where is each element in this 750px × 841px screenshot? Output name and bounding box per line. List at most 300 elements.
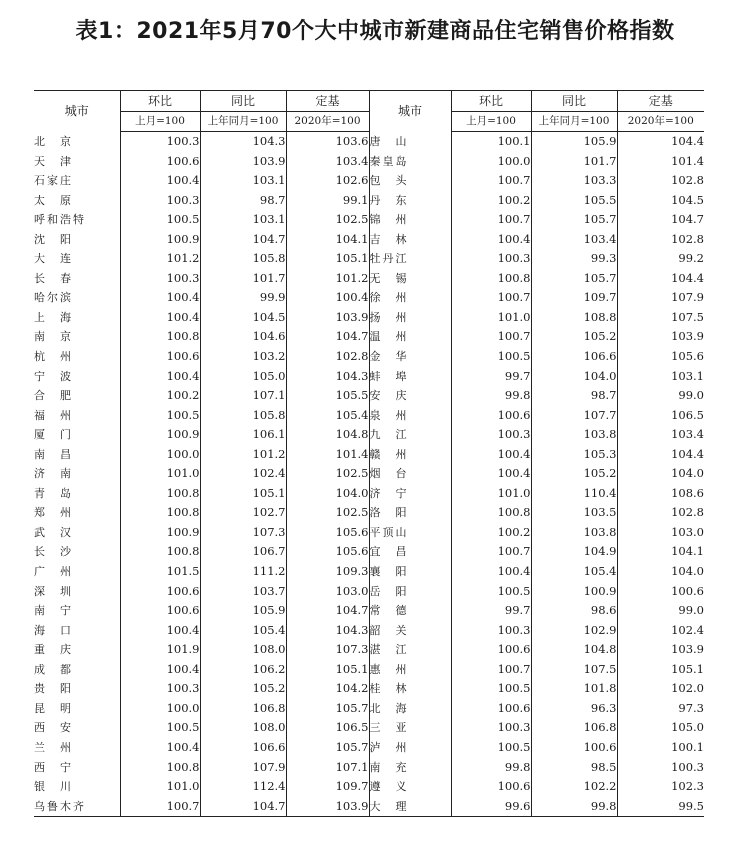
yoy-cell: 103.9: [200, 152, 286, 172]
city-cell: 石家庄: [34, 174, 73, 188]
city-cell: 哈尔滨: [34, 291, 73, 305]
yoy-cell: 110.4: [531, 484, 617, 504]
city-cell: 泉 州: [369, 406, 451, 426]
table-row: [34, 308, 704, 328]
city-cell: 广 州: [34, 565, 73, 579]
base-cell: 104.0: [617, 464, 704, 484]
city-cell: 北 京: [34, 134, 73, 148]
base-cell: 102.5: [286, 503, 369, 523]
yoy-cell: 107.9: [200, 758, 286, 778]
base-cell: 105.7: [286, 738, 369, 758]
mom-cell: 101.5: [120, 562, 200, 582]
yoy-cell: 106.1: [200, 425, 286, 445]
yoy-cell: 106.8: [531, 718, 617, 738]
city-cell: 青 岛: [34, 486, 73, 500]
mom-cell: 100.5: [120, 210, 200, 230]
city-cell: 襄 阳: [369, 562, 451, 582]
table-row: [34, 406, 704, 426]
base-cell: 103.9: [286, 308, 369, 328]
city-cell: 海 口: [34, 623, 73, 637]
mom-cell: 100.9: [120, 230, 200, 250]
mom-cell: 100.7: [451, 542, 531, 562]
mom-cell: 100.0: [120, 445, 200, 465]
base-cell: 105.6: [286, 542, 369, 562]
mom-cell: 100.8: [120, 542, 200, 562]
mom-cell: 100.7: [451, 288, 531, 308]
city-cell: 南 京: [34, 330, 73, 344]
city-cell: 南 昌: [34, 447, 73, 461]
city-cell: 乌鲁木齐: [34, 797, 120, 817]
table-row: [34, 152, 704, 172]
base-cell: 105.1: [286, 249, 369, 269]
table-row: [34, 230, 704, 250]
header-row-top: [34, 91, 704, 112]
yoy-cell: 99.8: [531, 797, 617, 817]
base-cell: 103.0: [617, 523, 704, 543]
table-row: [34, 777, 704, 797]
base-cell: 100.3: [617, 758, 704, 778]
mom-cell: 100.4: [120, 308, 200, 328]
city-header: 城市: [369, 91, 451, 132]
mom-cell: 100.6: [120, 601, 200, 621]
base-cell: 104.8: [286, 425, 369, 445]
mom-cell: 100.8: [451, 269, 531, 289]
base-cell: 102.8: [617, 230, 704, 250]
base-cell: 103.1: [617, 367, 704, 387]
mom-cell: 100.0: [120, 699, 200, 719]
mom-cell: 100.3: [451, 249, 531, 269]
mom-cell: 100.7: [120, 797, 200, 817]
yoy-cell: 104.8: [531, 640, 617, 660]
base-cell: 103.9: [286, 797, 369, 817]
mom-cell: 100.3: [451, 621, 531, 641]
yoy-cell: 104.7: [200, 797, 286, 817]
city-cell: 西 安: [34, 721, 73, 735]
yoy-cell: 105.2: [531, 464, 617, 484]
base-cell: 107.5: [617, 308, 704, 328]
mom-cell: 100.8: [120, 327, 200, 347]
base-cell: 99.2: [617, 249, 704, 269]
yoy-cell: 105.0: [200, 367, 286, 387]
mom-cell: 100.2: [451, 523, 531, 543]
table-row: [34, 386, 704, 406]
table-row: [34, 327, 704, 347]
yoy-subheader: 上年同月=100: [531, 112, 617, 132]
mom-cell: 101.9: [120, 640, 200, 660]
yoy-cell: 98.6: [531, 601, 617, 621]
yoy-cell: 105.8: [200, 406, 286, 426]
city-cell: 武 汉: [34, 525, 73, 539]
mom-cell: 100.6: [120, 152, 200, 172]
mom-cell: 100.6: [451, 640, 531, 660]
mom-cell: 100.1: [451, 132, 531, 152]
base-cell: 105.6: [617, 347, 704, 367]
yoy-cell: 105.7: [531, 269, 617, 289]
base-cell: 104.1: [617, 542, 704, 562]
mom-cell: 100.7: [451, 171, 531, 191]
table-title: 表1：2021年5月70个大中城市新建商品住宅销售价格指数: [75, 19, 675, 44]
table-row: [34, 288, 704, 308]
mom-cell: 100.6: [120, 347, 200, 367]
base-subheader: 2020年=100: [617, 112, 704, 132]
base-cell: 102.5: [286, 464, 369, 484]
city-cell: 大 连: [34, 252, 73, 266]
yoy-cell: 102.4: [200, 464, 286, 484]
city-cell: 包 头: [369, 171, 451, 191]
base-cell: 101.4: [286, 445, 369, 465]
yoy-cell: 112.4: [200, 777, 286, 797]
base-cell: 100.4: [286, 288, 369, 308]
mom-cell: 99.6: [451, 797, 531, 817]
base-cell: 103.4: [617, 425, 704, 445]
city-cell: 湛 江: [369, 640, 451, 660]
mom-cell: 100.3: [120, 269, 200, 289]
city-cell: 太 原: [34, 193, 73, 207]
base-cell: 102.3: [617, 777, 704, 797]
base-cell: 99.1: [286, 191, 369, 211]
mom-cell: 100.6: [451, 777, 531, 797]
base-cell: 103.9: [617, 327, 704, 347]
mom-header: 环比: [120, 91, 200, 112]
yoy-cell: 111.2: [200, 562, 286, 582]
mom-cell: 100.4: [120, 171, 200, 191]
yoy-cell: 103.1: [200, 210, 286, 230]
base-cell: 105.1: [617, 660, 704, 680]
mom-cell: 100.2: [120, 386, 200, 406]
base-cell: 104.3: [286, 621, 369, 641]
city-cell: 泸 州: [369, 738, 451, 758]
city-cell: 济 宁: [369, 484, 451, 504]
table-row: [34, 464, 704, 484]
city-cell: 郑 州: [34, 506, 73, 520]
base-cell: 104.1: [286, 230, 369, 250]
table-row: [34, 699, 704, 719]
base-cell: 99.5: [617, 797, 704, 817]
mom-cell: 100.4: [120, 738, 200, 758]
mom-cell: 100.6: [120, 582, 200, 602]
yoy-cell: 99.9: [200, 288, 286, 308]
base-cell: 104.4: [617, 132, 704, 152]
yoy-cell: 105.9: [200, 601, 286, 621]
mom-cell: 100.5: [120, 406, 200, 426]
base-cell: 101.4: [617, 152, 704, 172]
base-cell: 100.1: [617, 738, 704, 758]
base-cell: 104.5: [617, 191, 704, 211]
mom-cell: 100.4: [451, 464, 531, 484]
city-header: 城市: [34, 91, 120, 132]
yoy-cell: 108.0: [200, 718, 286, 738]
mom-cell: 100.2: [451, 191, 531, 211]
city-cell: 烟 台: [369, 464, 451, 484]
yoy-cell: 103.5: [531, 503, 617, 523]
yoy-cell: 107.1: [200, 386, 286, 406]
yoy-cell: 101.7: [531, 152, 617, 172]
base-cell: 103.4: [286, 152, 369, 172]
city-cell: 福 州: [34, 408, 73, 422]
mom-cell: 101.0: [120, 464, 200, 484]
city-cell: 呼和浩特: [34, 213, 86, 227]
table-row: [34, 601, 704, 621]
table-row: [34, 484, 704, 504]
city-cell: 安 庆: [369, 386, 451, 406]
city-cell: 牡丹江: [369, 249, 451, 269]
city-cell: 重 庆: [34, 643, 73, 657]
yoy-header: 同比: [200, 91, 286, 112]
yoy-cell: 103.4: [531, 230, 617, 250]
yoy-cell: 98.7: [531, 386, 617, 406]
yoy-cell: 106.2: [200, 660, 286, 680]
city-cell: 长 春: [34, 271, 73, 285]
table-row: [34, 191, 704, 211]
city-cell: 深 圳: [34, 584, 73, 598]
city-cell: 岳 阳: [369, 582, 451, 602]
mom-cell: 101.2: [120, 249, 200, 269]
yoy-cell: 105.4: [200, 621, 286, 641]
yoy-header: 同比: [531, 91, 617, 112]
city-cell: 宜 昌: [369, 542, 451, 562]
yoy-cell: 105.9: [531, 132, 617, 152]
yoy-cell: 106.8: [200, 699, 286, 719]
city-cell: 南 充: [369, 758, 451, 778]
base-cell: 97.3: [617, 699, 704, 719]
city-cell: 西 宁: [34, 760, 73, 774]
yoy-cell: 103.7: [200, 582, 286, 602]
city-cell: 秦皇岛: [369, 152, 451, 172]
base-cell: 105.4: [286, 406, 369, 426]
yoy-cell: 105.2: [200, 679, 286, 699]
mom-cell: 100.7: [451, 660, 531, 680]
table-row: [34, 562, 704, 582]
city-cell: 遵 义: [369, 777, 451, 797]
yoy-cell: 99.3: [531, 249, 617, 269]
table-row: [34, 582, 704, 602]
city-cell: 银 川: [34, 780, 73, 794]
base-cell: 108.6: [617, 484, 704, 504]
mom-cell: 100.9: [120, 523, 200, 543]
table-row: [34, 679, 704, 699]
yoy-cell: 105.8: [200, 249, 286, 269]
city-cell: 桂 林: [369, 679, 451, 699]
base-cell: 107.1: [286, 758, 369, 778]
yoy-cell: 105.4: [531, 562, 617, 582]
base-header: 定基: [286, 91, 369, 112]
base-cell: 105.7: [286, 699, 369, 719]
city-cell: 天 津: [34, 154, 73, 168]
yoy-cell: 102.2: [531, 777, 617, 797]
mom-subheader: 上月=100: [120, 112, 200, 132]
city-cell: 济 南: [34, 467, 73, 481]
mom-cell: 100.5: [451, 679, 531, 699]
base-cell: 103.6: [286, 132, 369, 152]
mom-cell: 100.8: [120, 503, 200, 523]
yoy-cell: 100.6: [531, 738, 617, 758]
city-cell: 南 宁: [34, 604, 73, 618]
mom-cell: 100.7: [451, 210, 531, 230]
base-cell: 104.7: [286, 601, 369, 621]
yoy-cell: 106.6: [200, 738, 286, 758]
city-cell: 杭 州: [34, 350, 73, 364]
city-cell: 成 都: [34, 662, 73, 676]
base-cell: 105.1: [286, 660, 369, 680]
yoy-cell: 105.5: [531, 191, 617, 211]
base-cell: 104.7: [617, 210, 704, 230]
table-row: [34, 445, 704, 465]
mom-cell: 100.8: [120, 484, 200, 504]
mom-cell: 100.4: [451, 445, 531, 465]
yoy-cell: 101.7: [200, 269, 286, 289]
mom-subheader: 上月=100: [451, 112, 531, 132]
city-cell: 无 锡: [369, 269, 451, 289]
yoy-cell: 107.3: [200, 523, 286, 543]
yoy-cell: 96.3: [531, 699, 617, 719]
table-row: [34, 503, 704, 523]
base-cell: 109.3: [286, 562, 369, 582]
mom-cell: 101.0: [451, 308, 531, 328]
mom-cell: 99.8: [451, 758, 531, 778]
city-cell: 丹 东: [369, 191, 451, 211]
mom-cell: 100.3: [451, 425, 531, 445]
base-cell: 104.2: [286, 679, 369, 699]
base-cell: 100.6: [617, 582, 704, 602]
yoy-cell: 107.5: [531, 660, 617, 680]
base-cell: 104.0: [286, 484, 369, 504]
mom-cell: 100.7: [451, 327, 531, 347]
city-cell: 温 州: [369, 327, 451, 347]
table-row: [34, 249, 704, 269]
base-cell: 104.0: [617, 562, 704, 582]
base-cell: 102.8: [286, 347, 369, 367]
mom-cell: 100.5: [120, 718, 200, 738]
yoy-cell: 105.3: [531, 445, 617, 465]
mom-cell: 99.7: [451, 367, 531, 387]
table-row: [34, 797, 704, 817]
base-cell: 104.7: [286, 327, 369, 347]
base-cell: 104.4: [617, 269, 704, 289]
base-cell: 106.5: [286, 718, 369, 738]
mom-cell: 99.8: [451, 386, 531, 406]
yoy-cell: 104.3: [200, 132, 286, 152]
table-row: [34, 660, 704, 680]
yoy-cell: 104.0: [531, 367, 617, 387]
city-cell: 吉 林: [369, 230, 451, 250]
city-cell: 兰 州: [34, 740, 73, 754]
table-row: [34, 738, 704, 758]
city-cell: 上 海: [34, 310, 73, 324]
city-cell: 长 沙: [34, 545, 73, 559]
city-cell: 赣 州: [369, 445, 451, 465]
mom-cell: 100.4: [451, 230, 531, 250]
yoy-cell: 103.3: [531, 171, 617, 191]
yoy-cell: 101.2: [200, 445, 286, 465]
base-subheader: 2020年=100: [286, 112, 369, 132]
yoy-cell: 108.8: [531, 308, 617, 328]
mom-cell: 100.4: [120, 660, 200, 680]
base-cell: 106.5: [617, 406, 704, 426]
table-row: [34, 542, 704, 562]
base-cell: 101.2: [286, 269, 369, 289]
base-cell: 107.3: [286, 640, 369, 660]
base-cell: 107.9: [617, 288, 704, 308]
base-cell: 102.6: [286, 171, 369, 191]
base-cell: 99.0: [617, 601, 704, 621]
city-cell: 合 肥: [34, 389, 73, 403]
base-cell: 102.5: [286, 210, 369, 230]
city-cell: 蚌 埠: [369, 367, 451, 387]
table-row: [34, 132, 704, 152]
table-row: [34, 210, 704, 230]
mom-cell: 100.6: [451, 406, 531, 426]
yoy-cell: 105.2: [531, 327, 617, 347]
city-cell: 贵 阳: [34, 682, 73, 696]
yoy-cell: 98.7: [200, 191, 286, 211]
mom-cell: 100.5: [451, 347, 531, 367]
yoy-cell: 101.8: [531, 679, 617, 699]
city-cell: 扬 州: [369, 308, 451, 328]
table-row: [34, 718, 704, 738]
yoy-cell: 103.8: [531, 523, 617, 543]
city-cell: 宁 波: [34, 369, 73, 383]
yoy-cell: 102.7: [200, 503, 286, 523]
city-cell: 洛 阳: [369, 503, 451, 523]
table-row: [34, 367, 704, 387]
city-cell: 大 理: [369, 797, 451, 817]
base-cell: 103.0: [286, 582, 369, 602]
city-cell: 韶 关: [369, 621, 451, 641]
mom-cell: 100.0: [451, 152, 531, 172]
yoy-cell: 105.1: [200, 484, 286, 504]
yoy-cell: 103.1: [200, 171, 286, 191]
yoy-cell: 103.8: [531, 425, 617, 445]
table-row: [34, 269, 704, 289]
mom-cell: 100.6: [451, 699, 531, 719]
mom-cell: 99.7: [451, 601, 531, 621]
city-cell: 徐 州: [369, 288, 451, 308]
base-cell: 104.4: [617, 445, 704, 465]
yoy-cell: 104.9: [531, 542, 617, 562]
yoy-subheader: 上年同月=100: [200, 112, 286, 132]
yoy-cell: 106.6: [531, 347, 617, 367]
base-cell: 102.0: [617, 679, 704, 699]
mom-cell: 100.3: [120, 191, 200, 211]
base-cell: 105.0: [617, 718, 704, 738]
city-cell: 昆 明: [34, 701, 73, 715]
mom-header: 环比: [451, 91, 531, 112]
yoy-cell: 106.7: [200, 542, 286, 562]
table-row: [34, 347, 704, 367]
yoy-cell: 104.7: [200, 230, 286, 250]
table-row: [34, 621, 704, 641]
yoy-cell: 103.2: [200, 347, 286, 367]
mom-cell: 100.5: [451, 582, 531, 602]
base-cell: 99.0: [617, 386, 704, 406]
mom-cell: 101.0: [451, 484, 531, 504]
city-cell: 厦 门: [34, 428, 73, 442]
city-cell: 三 亚: [369, 718, 451, 738]
table-row: [34, 640, 704, 660]
yoy-cell: 100.9: [531, 582, 617, 602]
table-row: [34, 758, 704, 778]
city-cell: 常 德: [369, 601, 451, 621]
mom-cell: 100.4: [120, 367, 200, 387]
yoy-cell: 108.0: [200, 640, 286, 660]
yoy-cell: 104.6: [200, 327, 286, 347]
yoy-cell: 98.5: [531, 758, 617, 778]
city-cell: 金 华: [369, 347, 451, 367]
base-cell: 102.8: [617, 503, 704, 523]
mom-cell: 100.4: [120, 621, 200, 641]
mom-cell: 100.8: [120, 758, 200, 778]
city-cell: 沈 阳: [34, 232, 73, 246]
